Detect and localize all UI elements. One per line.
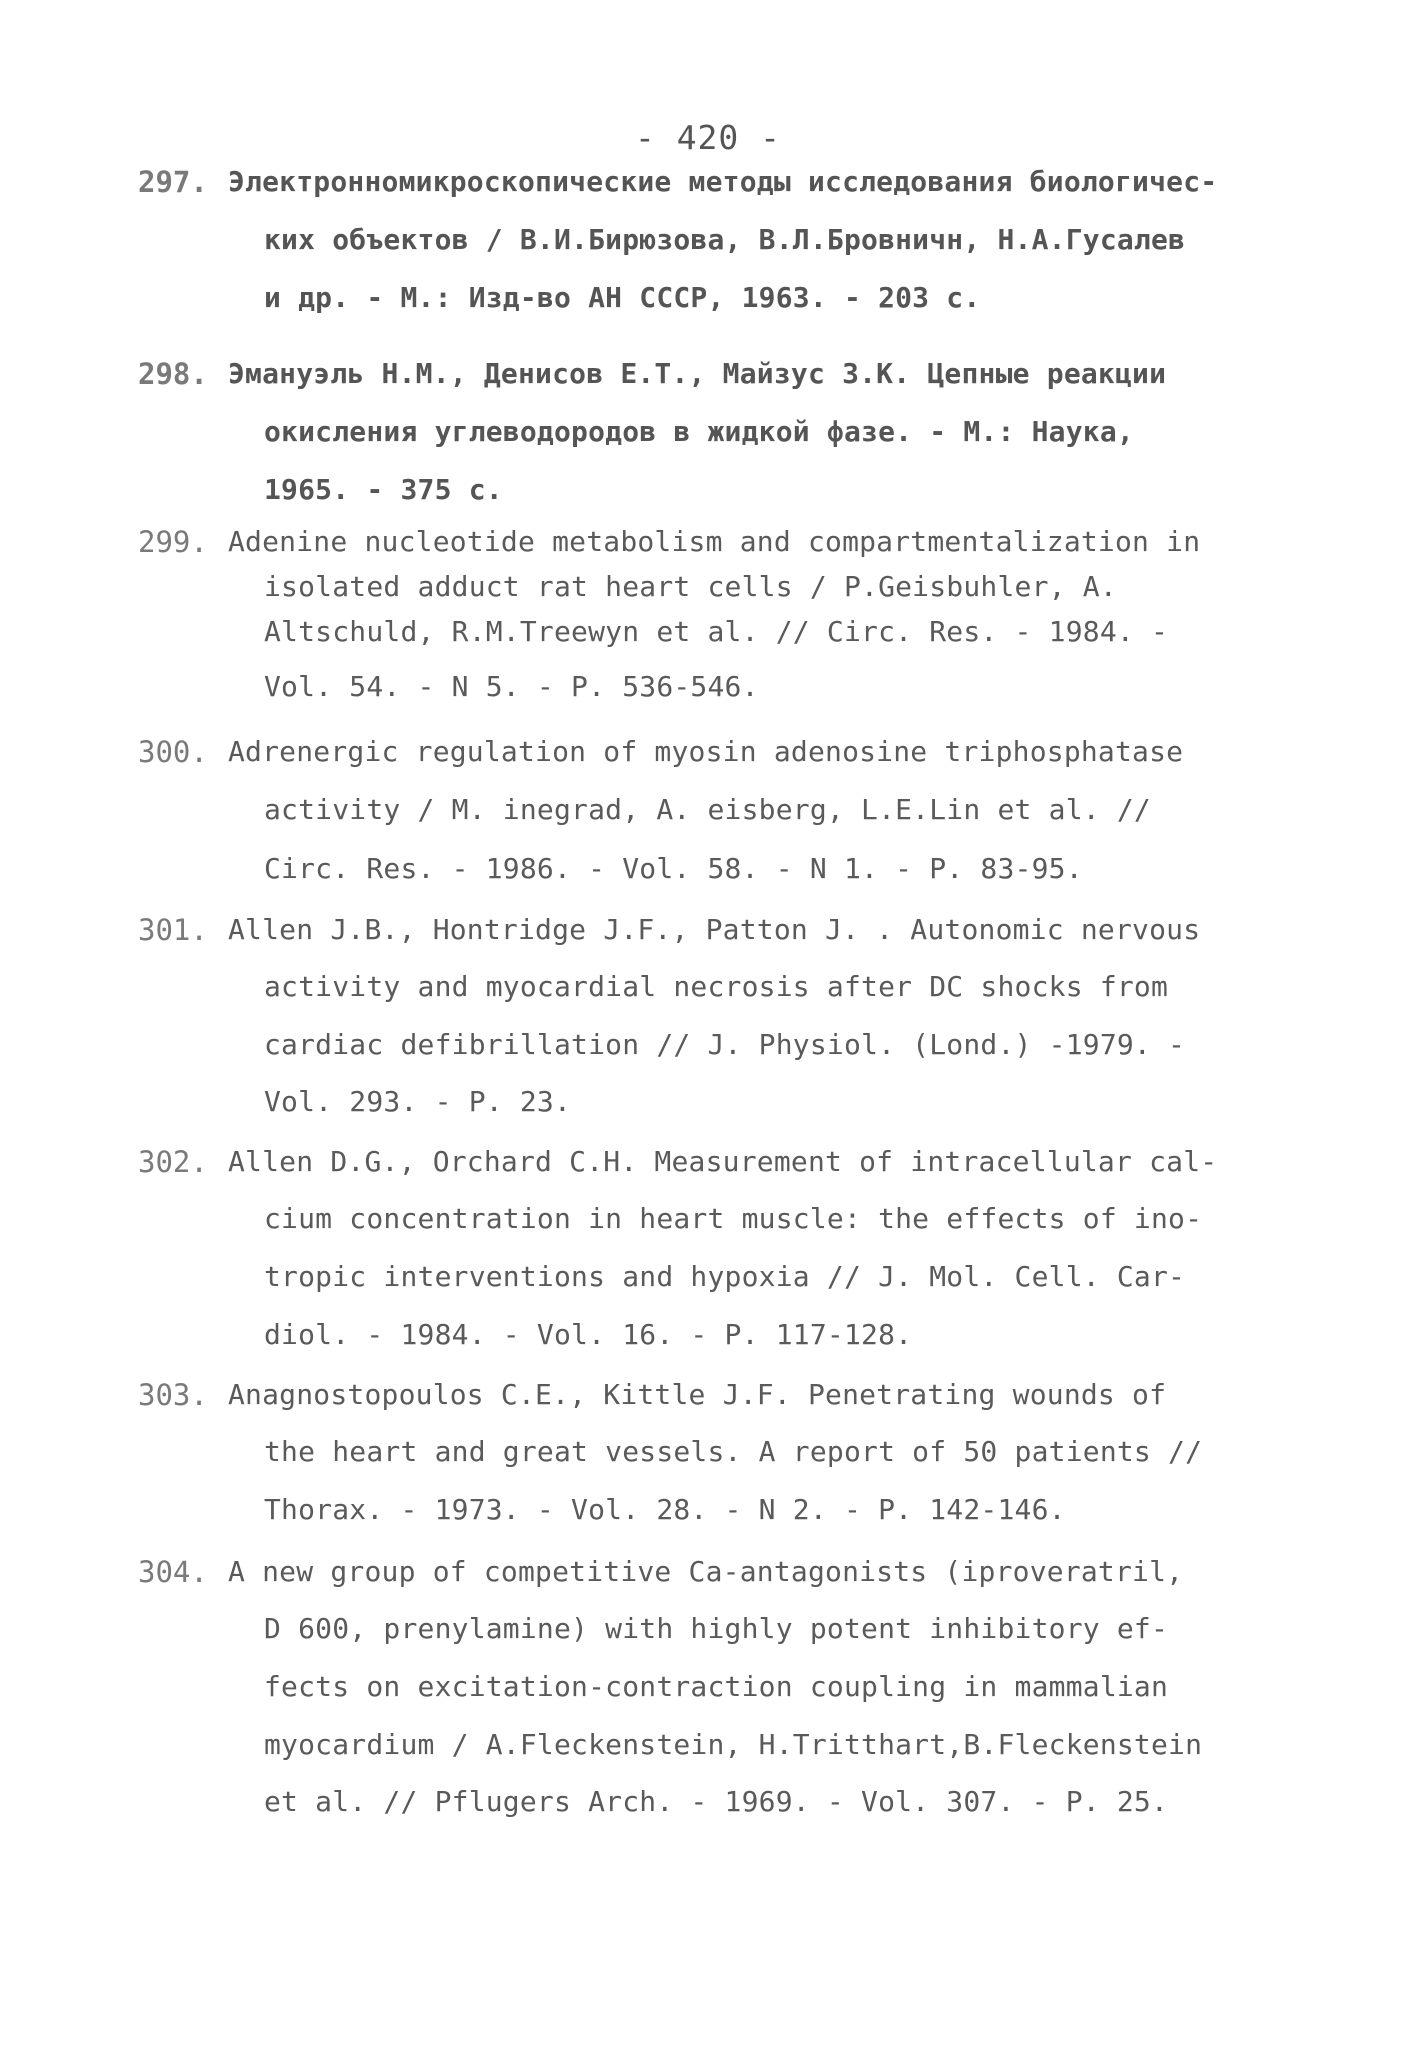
reference-text-line: Vol. 293. - P. 23. [264,1085,572,1118]
reference-text-line: Anagnostopoulos C.E., Kittle J.F. Penetrating wounds of [228,1378,1167,1411]
reference-text-line: и др. - М.: Изд-во АН СССР, 1963. - 203 с. [264,281,981,314]
reference-number: 299. [138,525,208,559]
reference-text-line: ких объектов / В.И.Бирюзова, В.Л.Бровничн, Н.А.Гусалев [264,223,1186,256]
reference-text-line: окисления углеводородов в жидкой фазе. - М.: Наука, [264,415,1134,448]
reference-text-line: Adrenergic regulation of myosin adenosine triphosphatase [228,735,1184,768]
reference-text-line: diol. - 1984. - Vol. 16. - P. 117-128. [264,1318,913,1351]
reference-text-line: activity and myocardial necrosis after DC shocks from [264,970,1169,1003]
reference-number: 297. [138,165,208,199]
reference-number: 304. [138,1555,208,1589]
reference-text-line: A new group of competitive Ca-antagonists (iproveratril, [228,1555,1184,1588]
reference-text-line: Altschuld, R.M.Trеewyn et al. // Circ. Res. - 1984. - [264,615,1169,648]
reference-text-line: Thorax. - 1973. - Vol. 28. - N 2. - P. 142-146. [264,1493,1066,1526]
reference-text-line: Allen D.G., Orchard C.H. Measurement of intracellular cal- [228,1145,1218,1178]
reference-number: 301. [138,913,208,947]
reference-text-line: Электронномикроскопические методы исследования биологичес- [228,165,1218,198]
reference-text-line: D 600, prenylamine) with highly potent inhibitory ef- [264,1612,1169,1645]
reference-text-line: Allen J.B., Hontridge J.F., Patton J. . Autonomic nervous [228,913,1201,946]
reference-number: 300. [138,735,208,769]
reference-text-line: activity / M. inegrad, A. eisberg, L.E.Lin et al. // [264,793,1151,826]
reference-text-line: fects on excitation-contraction coupling in mammalian [264,1670,1169,1703]
reference-text-line: tropic interventions and hypoxia // J. Mol. Cell. Car- [264,1260,1186,1293]
reference-text-line: cium concentration in heart muscle: the effects of ino- [264,1202,1203,1235]
reference-text-line: cardiac defibrillation // J. Physiol. (Lond.) -1979. - [264,1028,1186,1061]
reference-text-line: myocardium / A.Fleckenstein, H.Tritthart,B.Fleckenstein [264,1728,1203,1761]
reference-text-line: Эмануэль Н.М., Денисов Е.Т., Майзус З.К. Цепные реакции [228,357,1167,390]
reference-text-line: isolated adduct rat heart cells / P.Geisbuhler, A. [264,570,1117,603]
reference-text-line: the heart and great vessels. A report of 50 patients // [264,1435,1203,1468]
reference-text-line: Vol. 54. - N 5. - P. 536-546. [264,670,759,703]
reference-text-line: 1965. - 375 с. [264,473,503,506]
reference-text-line: et al. // Pflugers Arch. - 1969. - Vol. 307. - P. 25. [264,1785,1169,1818]
reference-text-line: Circ. Res. - 1986. - Vol. 58. - N 1. - P. 83-95. [264,852,1083,885]
reference-number: 303. [138,1378,208,1412]
reference-text-line: Adenine nucleotide metabolism and compartmentalization in [228,525,1201,558]
reference-number: 302. [138,1145,208,1179]
reference-number: 298. [138,357,208,391]
page-number: - 420 - [634,118,782,157]
